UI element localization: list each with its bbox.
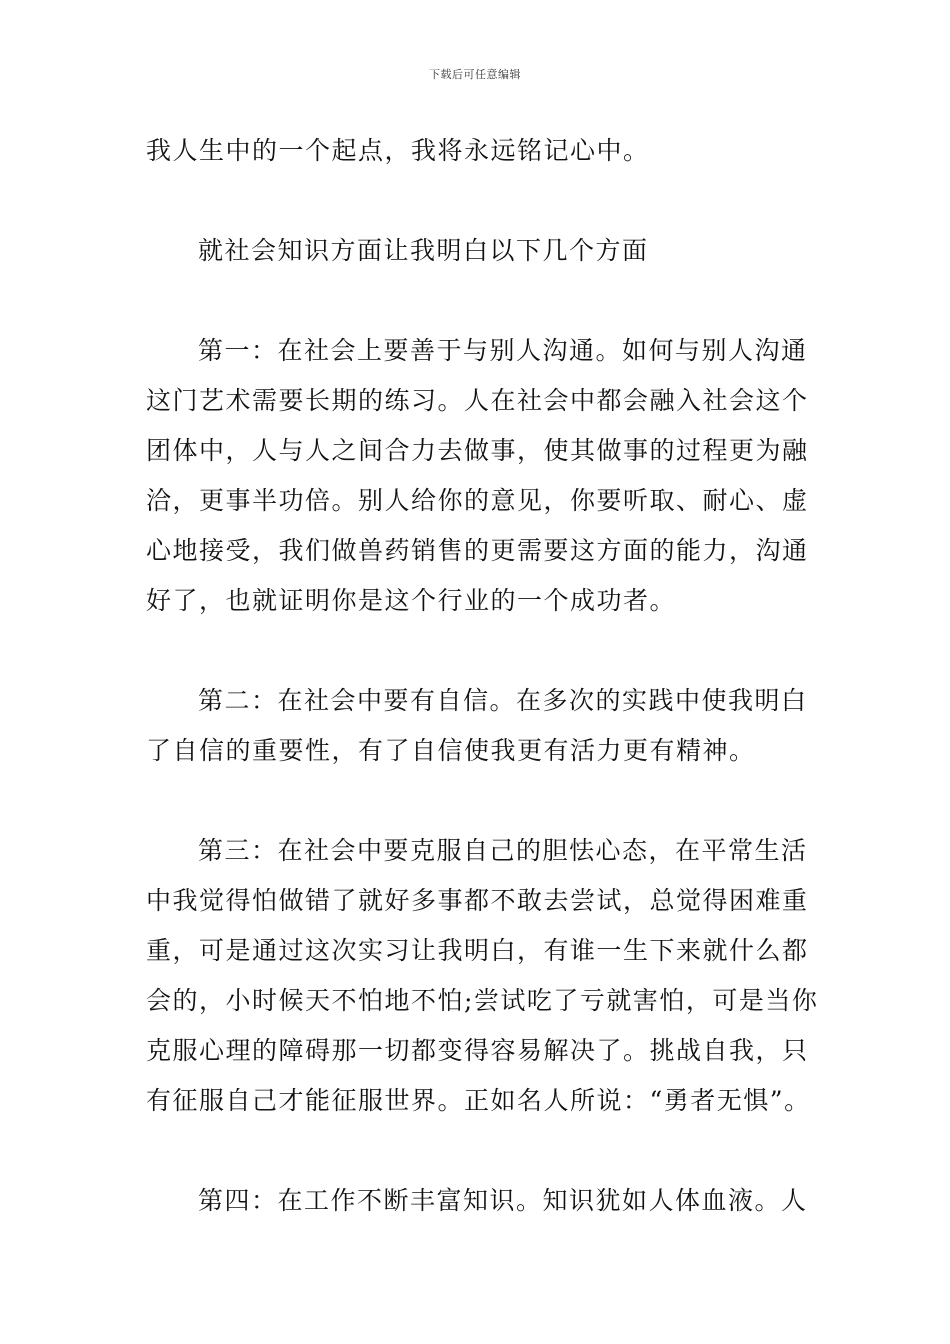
paragraph-line: 会的，小时候天不怕地不怕;尝试吃了亏就害怕，可是当你	[146, 986, 819, 1015]
paragraph-line: 重，可是通过这次实习让我明白，有谁一生下来就什么都	[146, 936, 809, 965]
paragraph-line: 团体中，人与人之间合力去做事，使其做事的过程更为融	[146, 436, 809, 465]
paragraph-line: 克服心理的障碍那一切都变得容易解决了。挑战自我，只	[146, 1036, 809, 1065]
paragraph-line: 第三：在社会中要克服自己的胆怯心态，在平常生活	[198, 836, 808, 865]
paragraph-continuation	[146, 126, 808, 176]
paragraph-gap	[146, 176, 808, 226]
paragraph-line: 第四：在工作不断丰富知识。知识犹如人体血液。人	[198, 1186, 808, 1215]
paragraph-line: 就社会知识方面让我明白以下几个方面	[198, 236, 649, 265]
paragraph-line: 有征服自己才能征服世界。正如名人所说：“勇者无惧”。	[146, 1086, 811, 1115]
paragraph-gap	[146, 1126, 808, 1176]
paragraph-social-knowledge-intro	[146, 226, 808, 276]
paragraph-line: 好了，也就证明你是这个行业的一个成功者。	[146, 586, 677, 615]
paragraph-point-two	[146, 676, 808, 776]
paragraph-line: 我人生中的一个起点，我将永远铭记心中。	[146, 136, 650, 165]
paragraph-line: 中我觉得怕做错了就好多事都不敢去尝试，总觉得困难重	[146, 886, 809, 915]
paragraph-line: 洽，更事半功倍。别人给你的意见，你要听取、耐心、虚	[146, 486, 809, 515]
paragraph-line: 心地接受，我们做兽药销售的更需要这方面的能力，沟通	[146, 536, 809, 565]
paragraph-line: 了自信的重要性，有了自信使我更有活力更有精神。	[146, 736, 756, 765]
paragraph-line: 第一：在社会上要善于与别人沟通。如何与别人沟通	[198, 336, 808, 365]
paragraph-point-four	[146, 1176, 808, 1226]
paragraph-gap	[146, 626, 808, 676]
paragraph-gap	[146, 276, 808, 326]
paragraph-point-three	[146, 826, 819, 1126]
paragraph-line: 这门艺术需要长期的练习。人在社会中都会融入社会这个	[146, 386, 809, 415]
paragraph-point-one	[146, 326, 808, 626]
page-header-note: 下载后可任意编辑	[429, 68, 521, 81]
paragraph-line: 第二：在社会中要有自信。在多次的实践中使我明白	[198, 686, 808, 715]
paragraph-gap	[146, 776, 808, 826]
document-body	[146, 126, 819, 1226]
